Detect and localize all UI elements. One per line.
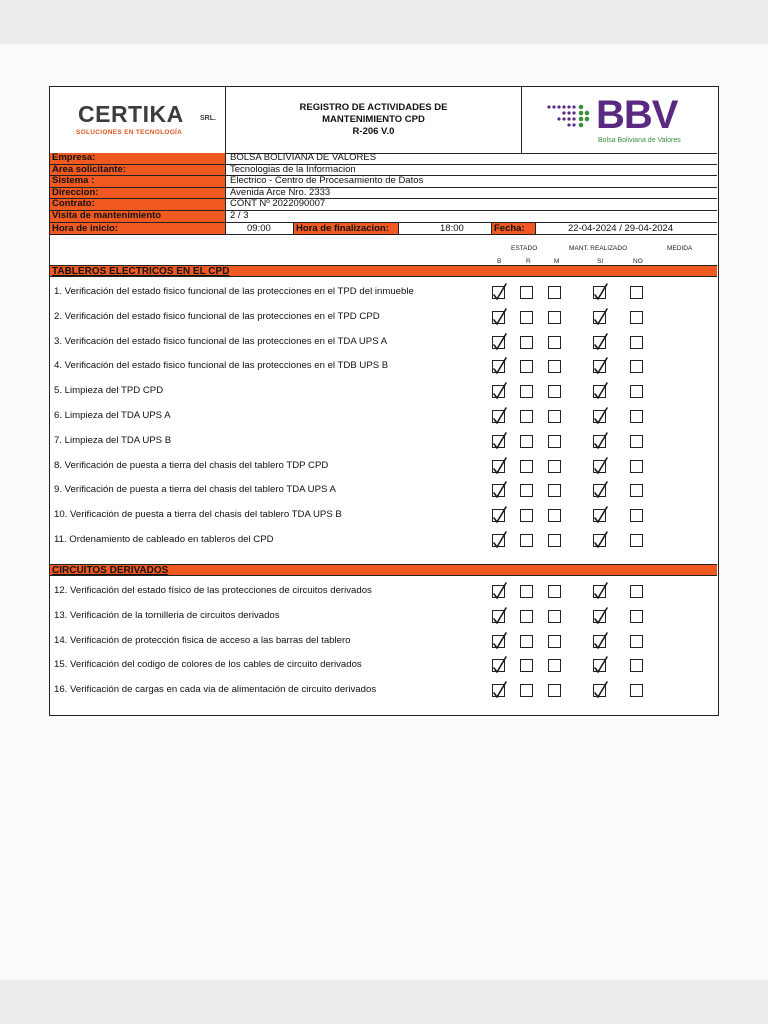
checkbox-b[interactable] [492,385,505,398]
col-estado-header: ESTADO [511,245,538,252]
checkbox-b[interactable] [492,684,505,697]
info-label: Empresa: [50,153,226,164]
checkbox-m[interactable] [548,635,561,648]
section-header [50,265,717,277]
checkbox-si[interactable] [593,460,606,473]
checkbox-r[interactable] [520,286,533,299]
checkmark-icon [490,630,510,650]
checkbox-m[interactable] [548,659,561,672]
checkbox-b[interactable] [492,635,505,648]
checkmark-icon [490,331,510,351]
certika-logo-tagline: SOLUCIONES EN TECNOLOGÍA [76,129,183,136]
col-si-header: SI [597,258,604,265]
col-no-header: NO [633,258,643,265]
checkbox-si[interactable] [593,286,606,299]
checkmark-icon [591,580,611,600]
checklist-item-label: 9. Verificación de puesta a tierra del chasis del tablero TDA UPS A [54,484,336,496]
checkbox-r[interactable] [520,460,533,473]
checklist-item [50,606,717,630]
checkmark-icon [490,281,510,301]
checkbox-si[interactable] [593,336,606,349]
info-block [50,153,717,235]
checkbox-no[interactable] [630,460,643,473]
checklist-item [50,581,717,605]
checkbox-r[interactable] [520,360,533,373]
col-medida-header: MEDIDA [667,245,693,252]
checkmark-icon [490,529,510,549]
checkbox-m[interactable] [548,509,561,522]
checkbox-r[interactable] [520,336,533,349]
checkbox-si[interactable] [593,659,606,672]
checklist-item [50,631,717,655]
info-label: Direccion: [50,188,226,199]
checkbox-no[interactable] [630,610,643,623]
certika-logo-suffix: SRL. [200,115,216,122]
checkbox-si[interactable] [593,684,606,697]
checkmark-icon [591,679,611,699]
checkmark-icon [591,355,611,375]
checkmark-icon [591,306,611,326]
checklist-item [50,307,717,331]
info-row-sistema [50,176,717,188]
section-title: TABLEROS ELECTRICOS EN EL CPD [52,266,230,277]
checkbox-m[interactable] [548,484,561,497]
checklist-item [50,530,717,554]
checkmark-icon [490,355,510,375]
checkmark-icon [591,380,611,400]
checklist-item-label: 2. Verificación del estado fisico funcional de las protecciones en el TPD CPD [54,310,380,322]
checklist-item-label: 12. Verificación del estado físico de las protecciones de circuitos derivados [54,585,372,596]
info-value: Electrico - Centro de Procesamiento de Datos [230,175,424,187]
checklist-item-label: 4. Verificación del estado fisico funcional de las protecciones en el TDB UPS B [54,360,389,372]
checkbox-b[interactable] [492,410,505,423]
checkmark-icon [591,479,611,499]
info-row-empresa [50,153,717,165]
checkbox-no[interactable] [630,684,643,697]
checkbox-no[interactable] [630,659,643,672]
checkbox-no[interactable] [630,435,643,448]
checkbox-no[interactable] [630,385,643,398]
checklist-item [50,381,717,405]
checklist-item-label: 10. Verificación de puesta a tierra del chasis del tablero TDA UPS B [54,509,342,521]
checkbox-m[interactable] [548,286,561,299]
checkbox-no[interactable] [630,585,643,598]
checkbox-m[interactable] [548,460,561,473]
checkbox-m[interactable] [548,684,561,697]
checkbox-no[interactable] [630,311,643,324]
checkbox-no[interactable] [630,509,643,522]
checklist-item-label: 15. Verificación del codigo de colores de los cables de circuito derivados [54,659,362,671]
info-label: Visita de mantenimiento [50,211,226,222]
checklist-item-label: 3. Verificación del estado fisico funcional de las protecciones en el TDA UPS A [54,335,388,347]
checkbox-si[interactable] [593,534,606,547]
checklist-item-label: 1. Verificación del estado fisico funcional de las protecciones en el TPD del inmueble [54,286,414,297]
checkbox-m[interactable] [548,585,561,598]
checkmark-icon [490,605,510,625]
date-value: 22-04-2024 / 29-04-2024 [568,222,674,234]
checkbox-m[interactable] [548,336,561,349]
form-title-line-2: MANTENIMIENTO CPD [322,114,425,125]
checkbox-si[interactable] [593,585,606,598]
checklist-item [50,480,717,504]
form-title-line-3: R-206 V.0 [352,126,395,137]
checklist-item-label: 14. Verificación de protección fisica de acceso a las barras del tablero [54,634,351,646]
checkbox-r[interactable] [520,509,533,522]
checklist-item [50,356,717,380]
info-label: Sistema : [50,176,226,187]
checkmark-icon [591,529,611,549]
checkbox-b[interactable] [492,610,505,623]
checkbox-b[interactable] [492,659,505,672]
checkmark-icon [490,679,510,699]
checkbox-si[interactable] [593,410,606,423]
checkbox-m[interactable] [548,385,561,398]
info-row-direccion [50,188,717,200]
checkmark-icon [591,281,611,301]
checkbox-m[interactable] [548,311,561,324]
checkmark-icon [490,580,510,600]
checklist-item-label: 6. Limpieza del TDA UPS A [54,410,171,421]
checkbox-no[interactable] [630,360,643,373]
col-m-header: M [554,258,560,265]
checkmark-icon [591,504,611,524]
form-title [226,87,522,153]
checkmark-icon [490,455,510,475]
checkbox-r[interactable] [520,410,533,423]
checkbox-r[interactable] [520,484,533,497]
checkbox-si[interactable] [593,509,606,522]
checkbox-r[interactable] [520,585,533,598]
checkbox-no[interactable] [630,286,643,299]
checkbox-si[interactable] [593,311,606,324]
checkbox-b[interactable] [492,360,505,373]
checkbox-no[interactable] [630,484,643,497]
certika-logo-name: CERTIKA [78,101,184,127]
checkmark-icon [591,455,611,475]
maintenance-form [49,86,719,716]
checkbox-b[interactable] [492,311,505,324]
checkmark-icon [591,654,611,674]
checkbox-b[interactable] [492,336,505,349]
col-mant-header: MANT. REALIZADO [569,245,628,252]
checkbox-si[interactable] [593,484,606,497]
section-title: CIRCUITOS DERIVADOS [52,565,169,576]
checkbox-m[interactable] [548,410,561,423]
start-time-value: 09:00 [247,222,271,234]
col-b-header: B [497,258,502,265]
bbv-dots-icon [546,103,590,129]
checkbox-si[interactable] [593,360,606,373]
info-value: BOLSA BOLIVIANA DE VALORES [230,152,377,163]
checkbox-m[interactable] [548,610,561,623]
checklist-item-label: 8. Verificación de puesta a tierra del chasis del tablero TDP CPD [54,459,329,471]
checklist-item-label: 5. Limpieza del TPD CPD [54,385,164,397]
checkbox-b[interactable] [492,286,505,299]
checkbox-si[interactable] [593,635,606,648]
info-row-visita [50,211,717,223]
checkbox-b[interactable] [492,460,505,473]
checklist-item-label: 16. Verificación de cargas en cada via de alimentación de circuito derivados [54,684,377,696]
info-row-time [50,223,717,235]
checkmark-icon [591,331,611,351]
checkmark-icon [490,654,510,674]
checklist-item [50,680,717,704]
checklist-item-label: 7. Limpieza del TDA UPS B [54,434,172,446]
form-title-line-1: REGISTRO DE ACTIVIDADES DE [299,102,448,113]
checklist-item-label: 13. Verificación de la tornilleria de circuitos derivados [54,609,280,621]
checkmark-icon [591,405,611,425]
bbv-logo [522,87,717,153]
checkbox-si[interactable] [593,610,606,623]
info-value: CONT Nº 2022090007 [230,198,326,210]
date-label: Fecha: [491,223,536,234]
checkbox-no[interactable] [630,410,643,423]
checklist-item [50,282,717,306]
checkmark-icon [591,605,611,625]
checkbox-b[interactable] [492,484,505,497]
checkbox-m[interactable] [548,360,561,373]
checkmark-icon [490,479,510,499]
checkbox-b[interactable] [492,435,505,448]
info-value: Avenida Arce Nro. 2333 [230,186,331,198]
end-time-value: 18:00 [440,222,464,234]
checkbox-b[interactable] [492,534,505,547]
certika-logo [50,87,226,153]
checkbox-r[interactable] [520,635,533,648]
checklist-item [50,655,717,679]
checkmark-icon [591,630,611,650]
start-time-label: Hora de inicio: [50,223,226,234]
checklist-item [50,431,717,455]
checkbox-r[interactable] [520,610,533,623]
info-label: Contrato: [50,199,226,210]
checkmark-icon [490,306,510,326]
bbv-logo-name: BBV [596,93,678,137]
checklist-item-label: 11. Ordenamiento de cableado en tableros del CPD [54,534,274,545]
form-header [50,87,717,154]
checkmark-icon [490,430,510,450]
checkbox-r[interactable] [520,435,533,448]
info-value: 2 / 3 [230,209,249,221]
checkbox-r[interactable] [520,311,533,324]
end-time-label: Hora de finalizacion: [293,223,399,234]
info-label: Area solicitante: [50,165,226,176]
checklist-item [50,456,717,480]
checkbox-no[interactable] [630,534,643,547]
checkbox-m[interactable] [548,534,561,547]
checkbox-m[interactable] [548,435,561,448]
checkbox-r[interactable] [520,659,533,672]
checklist-item [50,406,717,430]
checkbox-b[interactable] [492,509,505,522]
checkbox-si[interactable] [593,385,606,398]
checkmark-icon [490,405,510,425]
bbv-logo-tagline: Bolsa Boliviana de Valores [598,137,681,144]
checkmark-icon [591,430,611,450]
checkbox-r[interactable] [520,385,533,398]
checkmark-icon [490,504,510,524]
checkbox-b[interactable] [492,585,505,598]
info-value: Tecnologias de la Informacion [230,163,356,175]
checkmark-icon [490,380,510,400]
checklist-item [50,505,717,529]
section-header [50,564,717,576]
checklist-item [50,332,717,356]
checkbox-r[interactable] [520,534,533,547]
checkbox-no[interactable] [630,635,643,648]
checkbox-si[interactable] [593,435,606,448]
checkbox-r[interactable] [520,684,533,697]
col-r-header: R [526,258,531,265]
checkbox-no[interactable] [630,336,643,349]
